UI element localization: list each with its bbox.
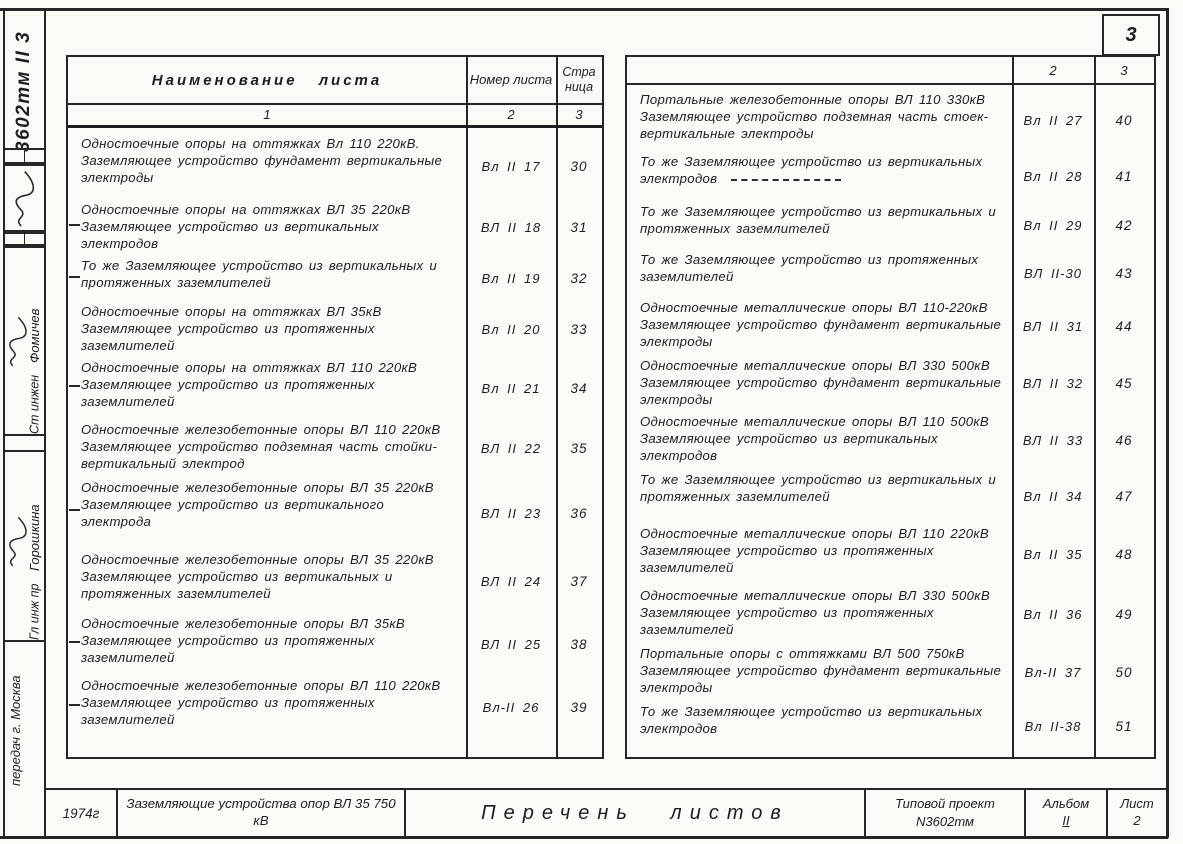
project-label: Типовой проект: [895, 796, 995, 812]
row-name: То же Заземляющее устройство из вертикальных электродов: [640, 154, 983, 187]
stamp-location-text: передач г. Москва: [8, 675, 23, 786]
revision-dash: [69, 276, 80, 278]
stamp-name: Горошкина: [27, 504, 42, 572]
row-sheet-number: Вл II 34: [1023, 488, 1083, 504]
row-name: Одностоечные железобетонные опоры ВЛ 110 220кВ Заземляющее устройство подземная часть стойки-вертикальный электрод: [81, 422, 441, 472]
table-row: [68, 133, 602, 199]
stamp-role: Гл инж пр: [27, 583, 42, 640]
album-label: Альбом: [1042, 796, 1090, 812]
row-sheet-number: Вл II 20: [481, 321, 541, 337]
stamp-divider-cells: [3, 232, 44, 246]
row-page: 48: [1115, 546, 1133, 562]
table-row: [627, 469, 1154, 523]
column-number: 2: [1049, 62, 1057, 78]
stamp-role: Ст инжен: [27, 374, 42, 434]
table-row: [68, 477, 602, 549]
row-page: 38: [570, 636, 588, 652]
row-page: 49: [1115, 606, 1133, 622]
column-number: 2: [507, 106, 515, 122]
row-sheet-number: ВЛ II 18: [480, 219, 542, 235]
row-sheet-number: Вл II 19: [481, 270, 541, 286]
row-page: 45: [1115, 375, 1133, 391]
row-sheet-number: ВЛ II 24: [480, 573, 542, 589]
column-number-row: [68, 103, 602, 125]
row-page: 46: [1115, 432, 1133, 448]
row-name: То же Заземляющее устройство из протяженных заземлителей: [640, 252, 979, 285]
spine-label: [6, 12, 42, 152]
row-page: 31: [570, 219, 588, 235]
table-row: [627, 151, 1154, 201]
row-page: 39: [570, 699, 588, 715]
row-page: 47: [1115, 488, 1133, 504]
stamp-empty-cells: [3, 148, 44, 164]
row-page: 32: [570, 270, 588, 286]
title-block-album: [1026, 790, 1108, 836]
row-name: Одностоечные железобетонные опоры ВЛ 35кВ Заземляющее устройство из протяженных заземлителей: [81, 616, 406, 666]
page-number-box: [1102, 14, 1160, 56]
row-name: Одностоечные металлические опоры ВЛ 110 500кВ Заземляющее устройство из вертикальных электродов: [640, 414, 989, 464]
table-row: [68, 419, 602, 477]
column-number: 3: [575, 106, 583, 122]
row-page: 30: [570, 158, 588, 174]
header-name: Наименование листа: [151, 71, 383, 89]
header-line-thick: [68, 125, 602, 128]
row-name: Одностоечные металлические опоры ВЛ 110 220кВ Заземляющее устройство из протяженных заземлителей: [640, 526, 989, 576]
row-page: 51: [1115, 718, 1133, 734]
row-name: Одностоечные опоры на оттяжках ВЛ 110 220кВ Заземляющее устройство из протяженных заземлителей: [81, 360, 418, 410]
table-row: [627, 201, 1154, 249]
row-sheet-number: ВЛ II-30: [1024, 265, 1082, 281]
frame-inner-left-line: [44, 8, 46, 838]
album-value: II: [1062, 813, 1070, 828]
revision-dash: [69, 641, 80, 643]
table-row: [627, 297, 1154, 355]
page-number: 3: [1125, 23, 1137, 46]
row-page: 36: [570, 505, 588, 521]
row-sheet-number: Вл-II 26: [482, 699, 540, 715]
row-name: То же Заземляющее устройство из вертикальных и протяженных заземлителей: [81, 258, 438, 291]
row-name: Одностоечные металлические опоры ВЛ 330 500кВ Заземляющее устройство фундамент вертикальные электроды: [640, 358, 1002, 408]
column-number: 1: [263, 106, 271, 122]
sheet-label: Лист: [1120, 796, 1154, 812]
row-page: 50: [1115, 664, 1133, 680]
row-sheet-number: Вл II 27: [1023, 112, 1083, 128]
column-number: 3: [1120, 62, 1128, 78]
title-block-sheet: [1108, 790, 1166, 836]
row-page: 43: [1115, 265, 1133, 281]
row-page: 34: [570, 380, 588, 396]
row-sheet-number: ВЛ II 31: [1022, 318, 1084, 334]
table-row: [627, 249, 1154, 297]
row-sheet-number: ВЛ II 23: [480, 505, 542, 521]
row-sheet-number: ВЛ II 32: [1022, 375, 1084, 391]
row-sheet-number: Вл-II 37: [1024, 664, 1082, 680]
table-header: [68, 57, 602, 103]
header-line: [627, 83, 1154, 85]
row-name: Портальные опоры с оттяжками ВЛ 500 750кВ Заземляющее устройство фундамент вертикальные электроды: [640, 646, 1002, 696]
row-sheet-number: Вл II 36: [1023, 606, 1083, 622]
title-block-project: [866, 790, 1026, 836]
revision-dash: [69, 224, 80, 226]
table-row: [68, 675, 602, 739]
row-name: То же Заземляющее устройство из вертикальных и протяженных заземлителей: [640, 472, 997, 505]
frame-right-line: [1166, 8, 1169, 838]
row-page: 40: [1115, 112, 1133, 128]
header-number: Номер листа: [469, 72, 553, 88]
revision-dash: [69, 509, 80, 511]
row-name: Одностоечные опоры на оттяжках Вл 110 220кВ. Заземляющее устройство фундамент вертикальные электроды: [81, 136, 443, 186]
sheet-list-table-left: [66, 55, 604, 759]
row-page: 33: [570, 321, 588, 337]
row-name: То же Заземляющее устройство из вертикальных электродов: [640, 704, 983, 737]
spine-label-text: 3602тм II 3: [13, 30, 34, 152]
document-title: Перечень листов: [406, 790, 866, 836]
stamp-location: [8, 650, 40, 786]
row-name: То же Заземляющее устройство из вертикальных и протяженных заземлителей: [640, 204, 997, 237]
table-row: [627, 523, 1154, 585]
row-sheet-number: Вл II 28: [1023, 168, 1083, 184]
row-page: 44: [1115, 318, 1133, 334]
row-sheet-number: Вл II 35: [1023, 546, 1083, 562]
revision-dash: [69, 704, 80, 706]
row-name: Одностоечные железобетонные опоры ВЛ 110 220кВ Заземляющее устройство из протяженных заземлителей: [81, 678, 441, 728]
row-name: Одностоечные железобетонные опоры ВЛ 35 220кВ Заземляющее устройство из вертикальных и протяженных заземлителей: [81, 552, 434, 602]
frame-top-line: [0, 8, 1168, 11]
title-block: [44, 788, 1168, 838]
row-page: 37: [570, 573, 588, 589]
stamp-entry-engineer: [3, 246, 44, 436]
table-row: [68, 255, 602, 301]
row-page: 42: [1115, 217, 1133, 233]
row-name: Одностоечные опоры на оттяжках ВЛ 35кВ Заземляющее устройство из протяженных заземлителей: [81, 304, 382, 354]
table-row: [68, 549, 602, 613]
title-block-object: Заземляющие устройства опор ВЛ 35 750 кВ: [118, 790, 406, 836]
row-name: Одностоечные металлические опоры ВЛ 110-220кВ Заземляющее устройство фундамент вертикальные электроды: [640, 300, 1002, 350]
table-row: [627, 643, 1154, 701]
row-sheet-number: Вл II 29: [1023, 217, 1083, 233]
row-sheet-number: ВЛ II 33: [1022, 432, 1084, 448]
table-row: [627, 701, 1154, 751]
table-row: [68, 199, 602, 255]
row-sheet-number: Вл II-38: [1024, 718, 1082, 734]
column-number-row: [627, 57, 1154, 83]
table-row: [627, 355, 1154, 411]
row-name: Портальные железобетонные опоры ВЛ 110 330кВ Заземляющее устройство подземная часть стоек- вертикальные электроды: [640, 92, 989, 142]
sheet-value: 2: [1133, 813, 1141, 828]
project-number: N3602тм: [916, 814, 974, 829]
stamp-entry-chief: [3, 450, 44, 642]
stamp-signature-cell: [3, 164, 44, 232]
title-block-year: 1974г: [46, 790, 118, 836]
table-row: [627, 89, 1154, 151]
header-page: Стра ница: [562, 65, 596, 94]
table-row: [68, 357, 602, 419]
row-sheet-number: Вл II 21: [481, 380, 541, 396]
signature: [7, 168, 41, 229]
row-sheet-number: Вл II 17: [481, 158, 541, 174]
table-row: [627, 585, 1154, 643]
row-page: 41: [1115, 168, 1133, 184]
row-name: Одностоечные металлические опоры ВЛ 330 500кВ Заземляющее устройство из протяженных заземлителей: [640, 588, 990, 638]
stamp-name: Фомичев: [27, 308, 42, 363]
row-page: 35: [570, 440, 588, 456]
table-row: [68, 301, 602, 357]
row-name: Одностоечные опоры на оттяжках ВЛ 35 220кВ Заземляющее устройство из вертикальных электродов: [81, 202, 411, 252]
row-name: Одностоечные железобетонные опоры ВЛ 35 220кВ Заземляющее устройство из вертикального электрода: [81, 480, 434, 530]
row-sheet-number: ВЛ II 25: [480, 636, 542, 652]
table-row: [627, 411, 1154, 469]
sheet-list-table-right: [625, 55, 1156, 759]
revision-dash: [69, 385, 80, 387]
table-row: [68, 613, 602, 675]
strikeout-dashes: [731, 179, 841, 181]
row-sheet-number: ВЛ II 22: [480, 440, 542, 456]
